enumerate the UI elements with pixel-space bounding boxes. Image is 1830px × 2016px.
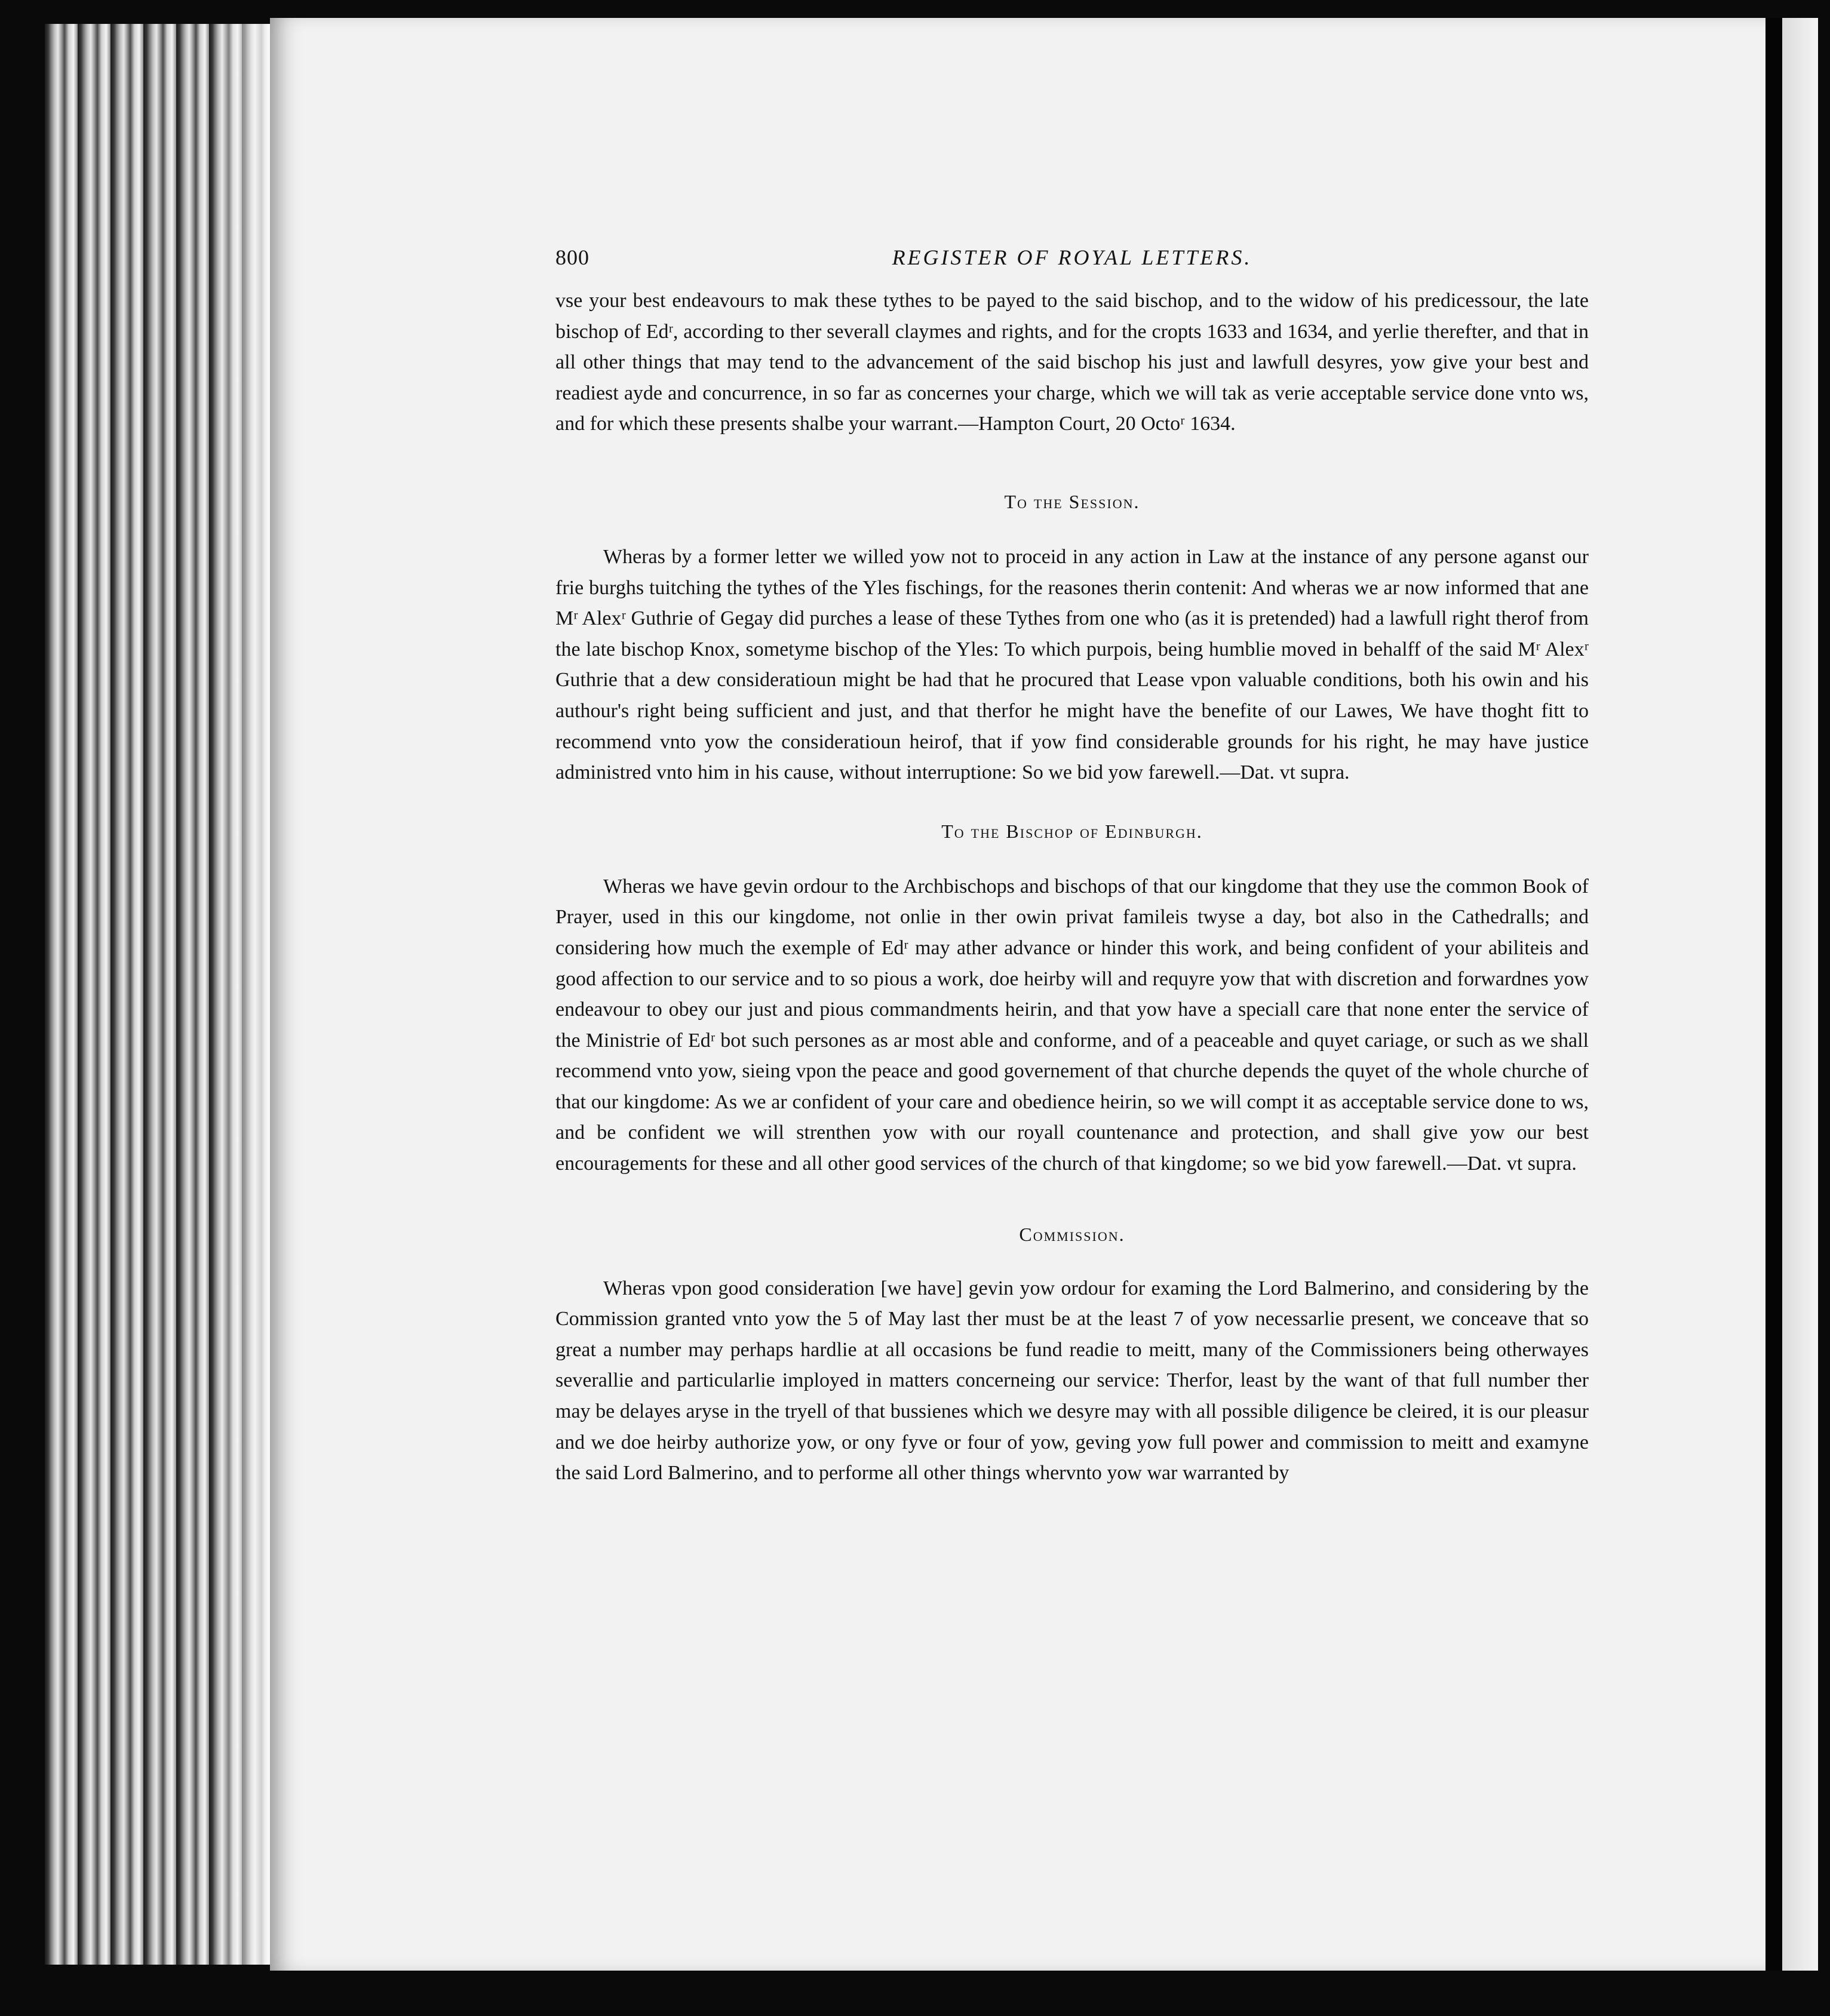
letter-to-the-session: Wheras by a former letter we willed yow not to proceid in any action in Law at the instance of any persone aganst our frie burghs tuitching the tythes of the Yles fischings, for the reasones therin contenit: And wheras we ar now informed that ane Mʳ Alexʳ Guthrie of Gegay did purches a lease of these Tythes from one who (as it is pretended) had a lawfull right therof from the late bischop Knox, sometyme bischop of the Yles: To which purpois, being humblie moved in behalff of the said Mʳ Alexʳ Guthrie that a dew consideratioun might be had that he procured that Lease vpon valuable conditions, both his owin and his authour's right being sufficient and just, and that therfor he might have the benefite of our Lawes, We have thoght fitt to recommend vnto yow the consideratioun heirof, that if yow find considerable grounds for his right, he may have justice administred vnto him in his cause, without interruptione: So we bid yow farewell.—Dat. vt supra. xyxy=(555,545,1589,784)
heading-commission: Commission. xyxy=(1019,1223,1125,1245)
continuation-paragraph: vse your best endeavours to mak these tythes to be payed to the said bischop, and to the widow of his predicessour, the late bischop of Edʳ, according to ther severall claymes and rights, and for the cropts 1633 and 1634, and yerlie therefter, and that in all other things that may tend to the advancement of the said bischop his just and lawfull desyres, yow give your best and readiest ayde and concurrence, in so far as concernes your charge, which we will tak as verie acceptable service done vnto ws, and for which these presents shalbe your warrant.—Hampton Court, 20 Octoʳ 1634. xyxy=(555,290,1589,435)
heading-to-the-session: To the Session. xyxy=(1004,490,1140,512)
commission-paragraph: Wheras vpon good consideration [we have] gevin yow ordour for examing the Lord Balmerino, and considering by the Commission granted vnto yow the 5 of May last ther must be at the least 7 of yow necessarlie present, we conceave that so great a number may perhaps hardlie at all occasions be fund readie to meitt, many of the Commissioners being otherwayes severallie and particularlie imployed in matters concerneing our service: Therfor, least by the want of that full number ther may be delayes aryse in the tryell of that bussienes which we desyre may with all possible diligence be cleired, it is our pleasur and we doe heirby authorize yow, or ony fyve or four of yow, geving yow full power and commission to meitt and examyne the said Lord Balmerino, and to performe all other things whervnto yow war warranted by xyxy=(555,1277,1589,1485)
page-number: 800 xyxy=(555,245,589,269)
heading-to-the-bischop: To the Bischop of Edinburgh. xyxy=(941,820,1203,842)
book-page-edges xyxy=(45,24,275,1965)
running-head xyxy=(555,239,1589,275)
adjacent-page-edge xyxy=(1782,18,1818,1971)
letter-to-the-bischop: Wheras we have gevin ordour to the Archbischops and bischops of that our kingdome that they use the common Book of Prayer, used in this our kingdome, not onlie in ther owin privat famileis twyse a day, bot also in the Cathedralls; and considering how much the exemple of Edʳ may ather advance or hinder this work, and being confident of your abiliteis and good affection to our service and to so pious a work, doe heirby will and requyre yow that with discretion and forwardnes yow endeavour to obey our just and pious commandments heirin, and that yow have a speciall care that none enter the service of the Ministrie of Edʳ bot such persones as ar most able and conforme, and of a peaceable and quyet cariage, or such as we shall recommend vnto yow, sieing vpon the peace and good governement of that churche depends the quyet of the whole churche of that our kingdome: As we ar confident of your care and obedience heirin, so we will compt it as acceptable service done to ws, and be confident we will strenthen yow with our royall countenance and protection, and shall give yow our best encouragements for these and all other good services of the church of that kingdome; so we bid yow farewell.—Dat. vt supra. xyxy=(555,875,1589,1175)
text-block xyxy=(555,239,1589,1489)
gutter-shadow xyxy=(1765,18,1782,1971)
running-title: REGISTER OF ROYAL LETTERS. xyxy=(892,245,1252,269)
